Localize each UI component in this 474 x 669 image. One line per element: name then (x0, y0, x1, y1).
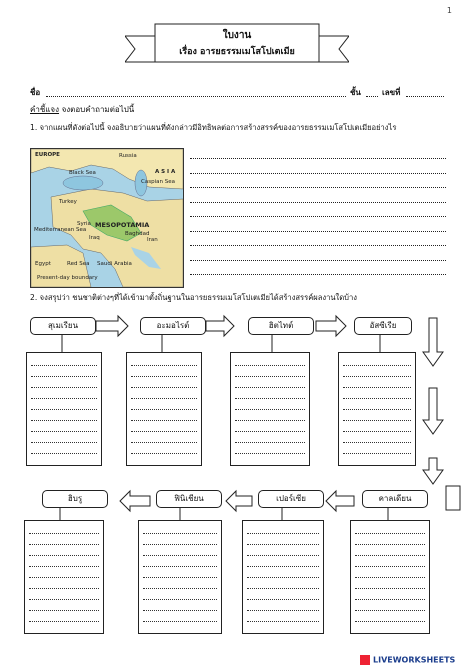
class-label: ชั้น (350, 88, 361, 97)
card-answer-line[interactable] (143, 566, 217, 567)
card-answer-line[interactable] (131, 376, 197, 377)
card-answer-line[interactable] (131, 409, 197, 410)
people-label-chaldean: คาลเดียน (362, 490, 428, 508)
card-answer-line[interactable] (343, 409, 411, 410)
map-label-baghdad: Baghdad (125, 231, 150, 237)
map-label-boundary: Present-day boundary (37, 275, 98, 281)
card-answer-line[interactable] (29, 533, 99, 534)
card-answer-line[interactable] (235, 420, 305, 421)
answer-card-persian[interactable] (242, 520, 324, 634)
instruction-label: คำชี้แจง (30, 105, 60, 114)
card-answer-line[interactable] (31, 365, 97, 366)
card-answer-line[interactable] (131, 420, 197, 421)
card-answer-line[interactable] (29, 577, 99, 578)
page-number: 1 (446, 6, 452, 15)
card-answer-line[interactable] (143, 555, 217, 556)
card-answer-line[interactable] (343, 420, 411, 421)
map-label-caspian-sea: Caspian Sea (141, 179, 175, 185)
card-answer-line[interactable] (355, 621, 425, 622)
answer-card-amorite[interactable] (126, 352, 202, 466)
map-label-europe: EUROPE (35, 152, 60, 158)
card-answer-line[interactable] (143, 621, 217, 622)
people-label-hebrew: ฮิบรู (42, 490, 108, 508)
card-answer-line[interactable] (235, 453, 305, 454)
card-answer-line[interactable] (235, 442, 305, 443)
card-answer-line[interactable] (131, 387, 197, 388)
card-answer-line[interactable] (235, 387, 305, 388)
map-label-mesopotamia: MESOPOTAMIA (95, 221, 150, 229)
card-answer-line[interactable] (131, 442, 197, 443)
people-label-phoenician: ฟินิเชียน (156, 490, 222, 508)
card-answer-line[interactable] (131, 453, 197, 454)
card-answer-line[interactable] (247, 621, 319, 622)
map-label-iran: Iran (147, 237, 158, 243)
card-answer-line[interactable] (31, 387, 97, 388)
card-answer-line[interactable] (29, 555, 99, 556)
card-answer-line[interactable] (31, 431, 97, 432)
card-answer-line[interactable] (355, 577, 425, 578)
map-label-saudi-arabia: Saudi Arabia (97, 261, 132, 267)
card-answer-line[interactable] (355, 555, 425, 556)
question-2: 2. จงสรุปว่า ชนชาติต่างๆที่ได้เข้ามาตั้งถิ่นฐานในอารยธรรมเมโสโปเตเมียได้สร้างสรรค์ผลงานใดบ้าง (30, 293, 357, 302)
answer-card-chaldean[interactable] (350, 520, 430, 634)
card-answer-line[interactable] (143, 533, 217, 534)
worksheet-subtitle: เรื่อง อารยธรรมเมโสโปเตเมีย (179, 47, 295, 57)
card-answer-line[interactable] (29, 566, 99, 567)
card-answer-line[interactable] (143, 577, 217, 578)
card-answer-line[interactable] (343, 376, 411, 377)
card-answer-line[interactable] (247, 533, 319, 534)
card-answer-line[interactable] (355, 566, 425, 567)
map-label-egypt: Egypt (35, 261, 51, 267)
card-answer-line[interactable] (31, 453, 97, 454)
card-answer-line[interactable] (29, 599, 99, 600)
people-label-persian: เปอร์เซีย (258, 490, 324, 508)
people-label-assyrian: อัสซีเรีย (354, 317, 412, 335)
card-answer-line[interactable] (29, 610, 99, 611)
map-label-black-sea: Black Sea (69, 170, 96, 176)
question-1: 1. จากแผนที่ดังต่อไปนี้ จงอธิบายว่าแผนที่ดังกล่าวมีอิทธิพลต่อการสร้างสรรค์ของอารยธรรมเมโสโปเตเมียอย่างไร (30, 123, 397, 132)
card-answer-line[interactable] (343, 431, 411, 432)
card-answer-line[interactable] (355, 599, 425, 600)
card-answer-line[interactable] (343, 387, 411, 388)
card-answer-line[interactable] (235, 398, 305, 399)
card-answer-line[interactable] (235, 376, 305, 377)
card-answer-line[interactable] (29, 588, 99, 589)
answer-card-phoenician[interactable] (138, 520, 222, 634)
map-label-asia: A S I A (155, 169, 176, 175)
card-answer-line[interactable] (247, 566, 319, 567)
liveworksheets-logo (360, 655, 455, 665)
card-answer-line[interactable] (31, 376, 97, 377)
logo-icon (360, 655, 370, 665)
number-label: เลขที่ (382, 88, 401, 97)
card-answer-line[interactable] (29, 544, 99, 545)
card-answer-line[interactable] (31, 409, 97, 410)
card-answer-line[interactable] (247, 610, 319, 611)
map-label-mediterranean: Mediterranean Sea (34, 227, 87, 233)
card-answer-line[interactable] (143, 599, 217, 600)
card-answer-line[interactable] (247, 588, 319, 589)
answer-card-hebrew[interactable] (24, 520, 104, 634)
map-label-turkey: Turkey (59, 199, 77, 205)
worksheet-title: ใบงาน (222, 30, 252, 41)
card-answer-line[interactable] (235, 431, 305, 432)
people-label-amorite: อะมอไรต์ (140, 317, 206, 335)
card-answer-line[interactable] (247, 544, 319, 545)
instruction-text: จงตอบคำถามต่อไปนี้ (61, 105, 135, 114)
card-answer-line[interactable] (31, 442, 97, 443)
card-answer-line[interactable] (247, 577, 319, 578)
card-answer-line[interactable] (131, 431, 197, 432)
card-answer-line[interactable] (343, 365, 411, 366)
answer-card-hittite[interactable] (230, 352, 310, 466)
card-answer-line[interactable] (355, 610, 425, 611)
card-answer-line[interactable] (247, 555, 319, 556)
card-answer-line[interactable] (235, 365, 305, 366)
map-label-iraq: Iraq (89, 235, 100, 241)
card-answer-line[interactable] (343, 442, 411, 443)
name-label: ชื่อ (30, 88, 41, 97)
card-answer-line[interactable] (143, 544, 217, 545)
logo-text: LIVEWORKSHEETS (373, 655, 456, 665)
map-label-russia: Russia (119, 153, 137, 159)
card-answer-line[interactable] (247, 599, 319, 600)
people-label-sumerian: สุเมเรียน (30, 317, 96, 335)
card-answer-line[interactable] (343, 398, 411, 399)
people-label-hittite: ฮิตไทต์ (248, 317, 314, 335)
card-answer-line[interactable] (31, 420, 97, 421)
card-answer-line[interactable] (131, 398, 197, 399)
map-label-red-sea: Red Sea (67, 261, 90, 267)
card-answer-line[interactable] (355, 588, 425, 589)
card-answer-line[interactable] (143, 588, 217, 589)
card-answer-line[interactable] (143, 610, 217, 611)
answer-card-assyrian[interactable] (338, 352, 416, 466)
answer-card-sumerian[interactable] (26, 352, 102, 466)
card-answer-line[interactable] (355, 544, 425, 545)
card-answer-line[interactable] (343, 453, 411, 454)
card-answer-line[interactable] (31, 398, 97, 399)
map-label-syria: Syria (77, 221, 91, 227)
card-answer-line[interactable] (235, 409, 305, 410)
card-answer-line[interactable] (29, 621, 99, 622)
card-answer-line[interactable] (355, 533, 425, 534)
card-answer-line[interactable] (131, 365, 197, 366)
